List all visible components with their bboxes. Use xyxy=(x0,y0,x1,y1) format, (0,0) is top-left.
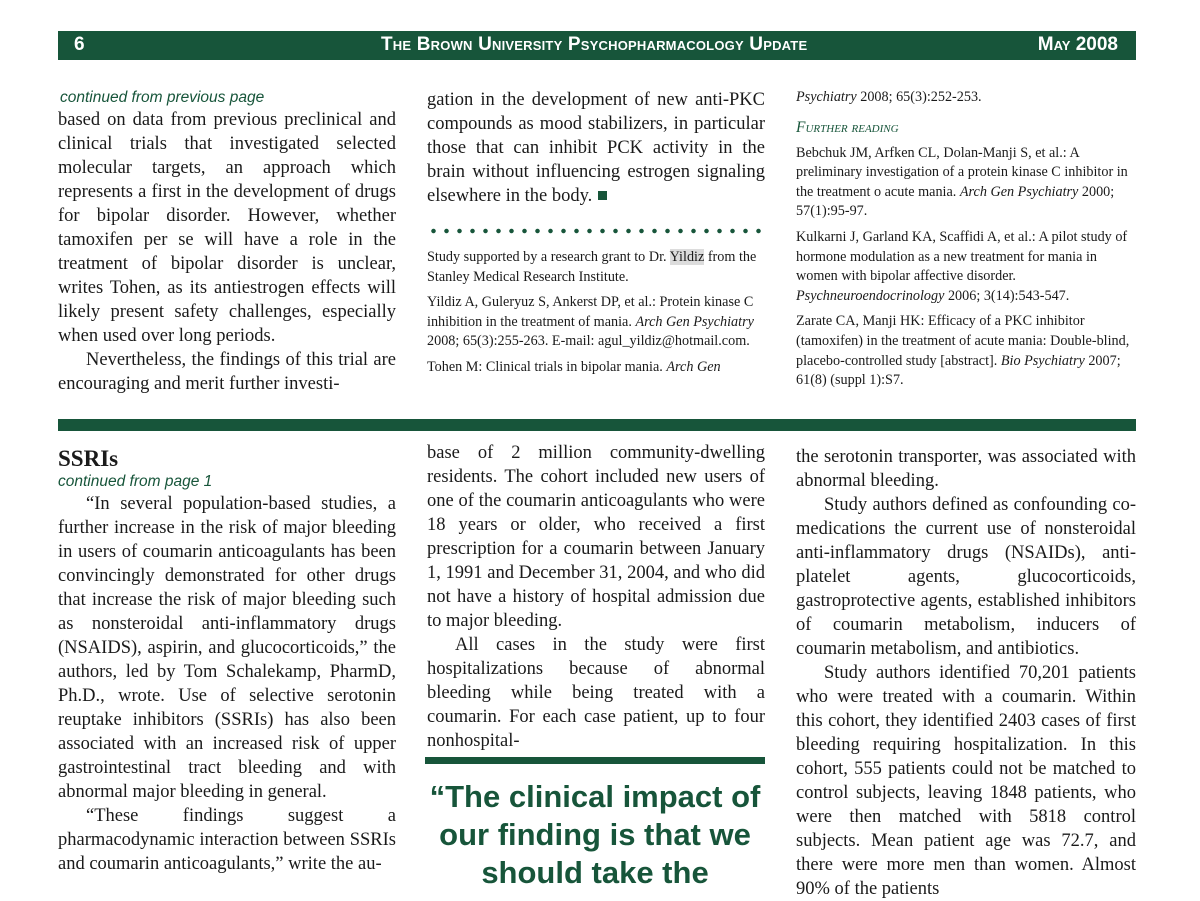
continued-note: continued from page 1 xyxy=(58,473,213,490)
bottom-column-1 xyxy=(58,446,396,876)
article-paragraph: the serotonin transporter, was associated with abnormal bleeding. xyxy=(796,447,1136,491)
top-column-1 xyxy=(58,88,396,396)
article-paragraph: Nevertheless, the findings of this trial are encouraging and merit further investi- xyxy=(58,350,396,394)
section-heading: SSRIs xyxy=(58,446,119,471)
masthead-bar xyxy=(58,31,1136,60)
further-reading-item: Bebchuk JM, Arfken CL, Dolan-Manji S, et al.: A preliminary investigation of a protein kinase C inhibitor in the treatment o acute mania. Arch Gen Psychiatry 2000; 57(1):95-97. xyxy=(796,144,1128,220)
support-note: Study supported by a research grant to Dr. Yildiz from the Stanley Medical Research Institute. xyxy=(427,249,757,285)
reference: Yildiz A, Guleryuz S, Ankerst DP, et al.: Protein kinase C inhibition in the treatment of mania. Arch Gen Psychiatry 2008; 65(3):255-263. E-mail: agul_yildiz@hotmail.com. xyxy=(427,294,754,350)
highlighted-name: Yildiz xyxy=(669,249,705,265)
article-paragraph: Study authors identified 70,201 patients who were treated with a coumarin. Within this cohort, they identified 2403 cases of first bleeding requiring hospitalization. In this cohort, 555 patients could not be matched to control subjects, leaving 1848 patients, who were then matched with 5818 control subjects. Mean patient age was 72.7, and there were more men than women. Almost 90% of the patients xyxy=(796,663,1136,899)
further-reading-item: Kulkarni J, Garland KA, Scaffidi A, et al.: A pilot study of hormone modulation as a new treatment for mania in women with bipolar affective disorder. Psychneuroendocrinology 2006; 3(14):543-547. xyxy=(796,228,1128,304)
pull-quote: “The clinical impact of our finding is that we should take the xyxy=(429,779,761,890)
publication-title: The Brown University Psychopharmacology Update xyxy=(381,34,808,55)
bottom-column-3 xyxy=(796,445,1136,901)
top-column-2 xyxy=(427,88,765,384)
pull-quote-rule xyxy=(425,757,765,764)
bottom-column-2 xyxy=(427,441,765,753)
issue-date: May 2008 xyxy=(1037,34,1118,55)
article-paragraph: base of 2 million community-dwelling residents. The cohort included new users of one of the coumarin anticoagulants who were 18 years or older, who received a first prescription for a coumarin between January 1, 1991 and December 31, 2004, and who did not have a history of hospital admission due to major bleeding. xyxy=(427,443,765,631)
article-paragraph: based on data from previous preclinical and clinical trials that investigated selected molecular targets, an approach which represents a first in the development of drugs for bipolar disorder. However, whether tamoxifen per se will have a role in the treatment of bipolar disorder is unclear, writes Tohen, as its antiestrogen effects will likely present safety challenges, especially when used over long periods. xyxy=(58,110,396,346)
further-reading-item: Zarate CA, Manji HK: Efficacy of a PKC inhibitor (tamoxifen) in the treatment of acute mania: Double-blind, placebo-controlled study [abstract]. Bio Psychiatry 2007; 61(8) (suppl 1):S7. xyxy=(796,313,1130,389)
page-number: 6 xyxy=(74,34,85,55)
paragraph-text: gation in the development of new anti-PKC compounds as mood stabilizers, in particular those that can inhibit PCK activity in the brain without influencing estrogen signaling elsewhere in the body. xyxy=(427,90,765,206)
further-reading-heading: Further reading xyxy=(796,118,899,136)
continued-note: continued from previous page xyxy=(60,89,265,106)
article-paragraph: “In several population-based studies, a further increase in the risk of major bleeding in users of coumarin anticoagulants has been convincingly demonstrated for other drugs that increase the risk of major bleeding such as nonsteroidal anti-inflammatory drugs (NSAIDS), aspirin, and glucocorticoids,” the authors, led by Tom Schalekamp, PharmD, Ph.D., wrote. Use of selective serotonin reuptake inhibitors (SSRIs) has also been associated with an increased risk of upper gastrointestinal tract bleeding and with abnormal major bleeding in general. xyxy=(58,494,396,802)
section-divider xyxy=(58,419,1136,431)
article-paragraph xyxy=(427,88,765,208)
article-paragraph: All cases in the study were first hospitalizations because of abnormal bleeding while being treated with a coumarin. For each case patient, up to four nonhospital- xyxy=(427,635,765,751)
article-paragraph: Study authors defined as confounding co-medications the current use of nonsteroidal anti-inflammatory drugs (NSAIDs), anti-platelet agents, glucocorticoids, gastroprotective agents, established inhibitors of coumarin metabolism, inducers of coumarin metabolism, and antibiotics. xyxy=(796,495,1136,659)
reference: Tohen M: Clinical trials in bipolar mania. Arch Gen xyxy=(427,358,721,375)
top-column-3 xyxy=(796,88,1136,397)
end-mark-icon xyxy=(598,191,607,200)
article-paragraph: “These findings suggest a pharmacodynamic interaction between SSRIs and coumarin anticoagulants,” write the au- xyxy=(58,806,396,874)
pull-quote-box xyxy=(425,757,765,892)
reference-continued: Psychiatry 2008; 65(3):252-253. xyxy=(796,89,982,105)
dotted-separator xyxy=(427,226,765,236)
